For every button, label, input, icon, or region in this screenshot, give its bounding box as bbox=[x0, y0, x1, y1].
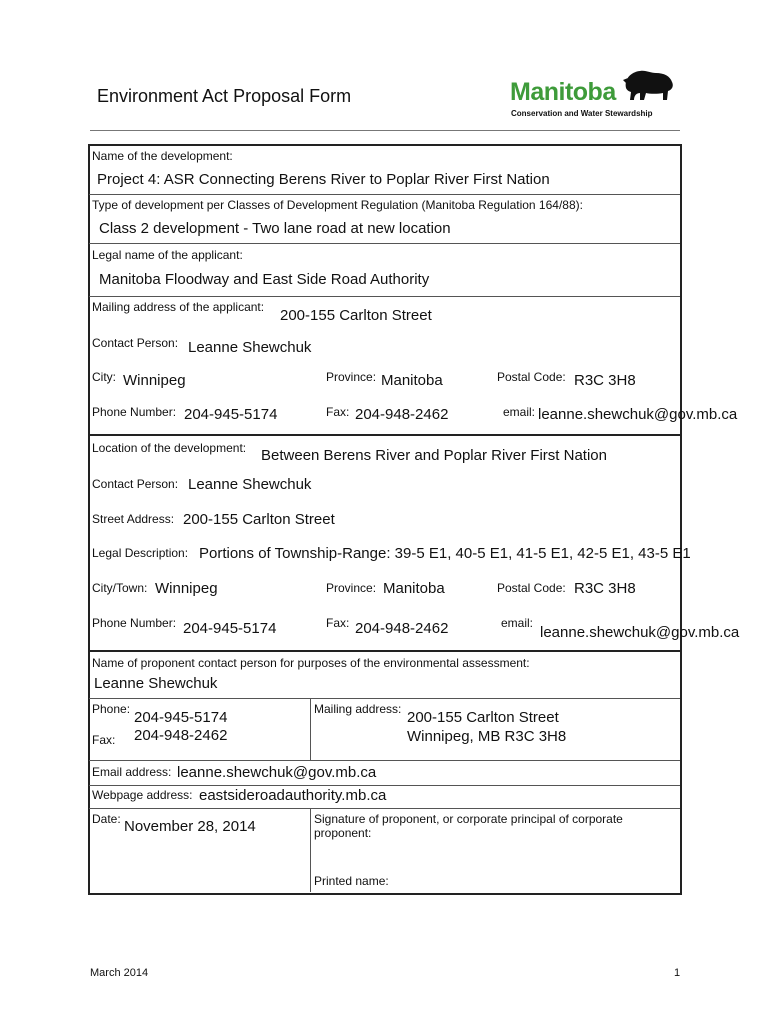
applicant-province-value[interactable]: Manitoba bbox=[381, 372, 443, 389]
applicant-email-label: email: bbox=[503, 405, 536, 419]
footer-date: March 2014 bbox=[90, 967, 149, 979]
applicant-city-label: City: bbox=[92, 370, 116, 384]
development-type-label: Type of development per Classes of Development Regulation (Manitoba Regulation 164/88): bbox=[92, 198, 583, 212]
location-email-label: email: bbox=[501, 616, 534, 630]
proponent-phone-value[interactable]: 204-945-5174 bbox=[134, 709, 228, 726]
proponent-fax-value[interactable]: 204-948-2462 bbox=[134, 727, 228, 744]
location-postal-label: Postal Code: bbox=[497, 581, 566, 595]
proponent-email-label: Email address: bbox=[92, 765, 172, 779]
bison-icon bbox=[620, 66, 676, 104]
divider bbox=[89, 808, 680, 809]
proponent-printed-name-label: Printed name: bbox=[314, 874, 389, 888]
applicant-mailing-label: Mailing address of the applicant: bbox=[92, 300, 265, 314]
location-phone-label: Phone Number: bbox=[92, 616, 177, 630]
location-value[interactable]: Between Berens River and Poplar River First Nation bbox=[261, 447, 607, 464]
location-city-label: City/Town: bbox=[92, 581, 148, 595]
location-fax-value[interactable]: 204-948-2462 bbox=[355, 620, 449, 637]
applicant-mailing-value[interactable]: 200-155 Carlton Street bbox=[280, 307, 432, 324]
proponent-web-label: Webpage address: bbox=[92, 788, 193, 802]
location-fax-label: Fax: bbox=[326, 616, 350, 630]
proponent-name-label: Name of proponent contact person for purposes of the environmental assessment: bbox=[92, 656, 530, 670]
applicant-contact-value[interactable]: Leanne Shewchuk bbox=[188, 339, 312, 356]
divider bbox=[89, 243, 680, 244]
applicant-city-value[interactable]: Winnipeg bbox=[123, 372, 186, 389]
logo-subtitle: Conservation and Water Stewardship bbox=[511, 109, 653, 118]
location-city-value[interactable]: Winnipeg bbox=[155, 580, 218, 597]
proponent-mailing-line1[interactable]: 200-155 Carlton Street bbox=[407, 709, 559, 726]
applicant-fax-value[interactable]: 204-948-2462 bbox=[355, 406, 449, 423]
applicant-legal-name-label: Legal name of the applicant: bbox=[92, 248, 243, 262]
applicant-legal-name-value[interactable]: Manitoba Floodway and East Side Road Authority bbox=[99, 271, 430, 288]
location-phone-value[interactable]: 204-945-5174 bbox=[183, 620, 277, 637]
applicant-postal-label: Postal Code: bbox=[497, 370, 566, 384]
header-divider bbox=[90, 130, 680, 131]
logo-wordmark: Manitoba bbox=[510, 78, 616, 106]
location-street-value[interactable]: 200-155 Carlton Street bbox=[183, 511, 335, 528]
proponent-signature-label: Signature of proponent, or corporate principal of corporate proponent: bbox=[314, 812, 623, 840]
proponent-date-value[interactable]: November 28, 2014 bbox=[124, 818, 256, 835]
location-legal-desc-value[interactable]: Portions of Township-Range: 39-5 E1, 40-5 E1, 41-5 E1, 42-5 E1, 43-5 E1 bbox=[199, 545, 691, 562]
applicant-email-value[interactable]: leanne.shewchuk@gov.mb.ca bbox=[538, 406, 738, 423]
development-name-value[interactable]: Project 4: ASR Connecting Berens River to Poplar River First Nation bbox=[97, 171, 550, 188]
manitoba-logo bbox=[508, 66, 678, 122]
divider bbox=[89, 785, 680, 786]
divider bbox=[89, 194, 680, 195]
page-number: 1 bbox=[674, 967, 681, 979]
divider bbox=[310, 809, 311, 892]
applicant-phone-value[interactable]: 204-945-5174 bbox=[184, 406, 278, 423]
divider bbox=[89, 760, 680, 761]
applicant-postal-value[interactable]: R3C 3H8 bbox=[574, 372, 636, 389]
location-province-label: Province: bbox=[326, 581, 377, 595]
applicant-fax-label: Fax: bbox=[326, 405, 350, 419]
development-type-value[interactable]: Class 2 development - Two lane road at new location bbox=[99, 220, 451, 237]
divider bbox=[89, 296, 680, 297]
location-postal-value[interactable]: R3C 3H8 bbox=[574, 580, 636, 597]
proponent-email-value[interactable]: leanne.shewchuk@gov.mb.ca bbox=[177, 764, 377, 781]
applicant-phone-label: Phone Number: bbox=[92, 405, 177, 419]
page-title: Environment Act Proposal Form bbox=[97, 86, 352, 106]
proponent-phone-label: Phone: bbox=[92, 702, 131, 716]
location-legal-desc-label: Legal Description: bbox=[92, 546, 189, 560]
divider bbox=[89, 698, 680, 699]
proponent-mailing-label: Mailing address: bbox=[314, 702, 402, 716]
proponent-web-value[interactable]: eastsideroadauthority.mb.ca bbox=[199, 787, 387, 804]
divider bbox=[89, 434, 680, 436]
applicant-province-label: Province: bbox=[326, 370, 377, 384]
divider bbox=[310, 699, 311, 760]
location-label: Location of the development: bbox=[92, 441, 247, 455]
location-contact-label: Contact Person: bbox=[92, 477, 179, 491]
proponent-mailing-line2[interactable]: Winnipeg, MB R3C 3H8 bbox=[407, 728, 567, 745]
location-province-value[interactable]: Manitoba bbox=[383, 580, 445, 597]
development-name-label: Name of the development: bbox=[92, 149, 233, 163]
divider bbox=[89, 650, 680, 652]
proponent-fax-label: Fax: bbox=[92, 733, 116, 747]
proponent-name-value[interactable]: Leanne Shewchuk bbox=[94, 675, 218, 692]
applicant-contact-label: Contact Person: bbox=[92, 336, 179, 350]
location-email-value[interactable]: leanne.shewchuk@gov.mb.ca bbox=[540, 624, 740, 641]
location-contact-value[interactable]: Leanne Shewchuk bbox=[188, 476, 312, 493]
proponent-date-label: Date: bbox=[92, 812, 121, 826]
location-street-label: Street Address: bbox=[92, 512, 175, 526]
